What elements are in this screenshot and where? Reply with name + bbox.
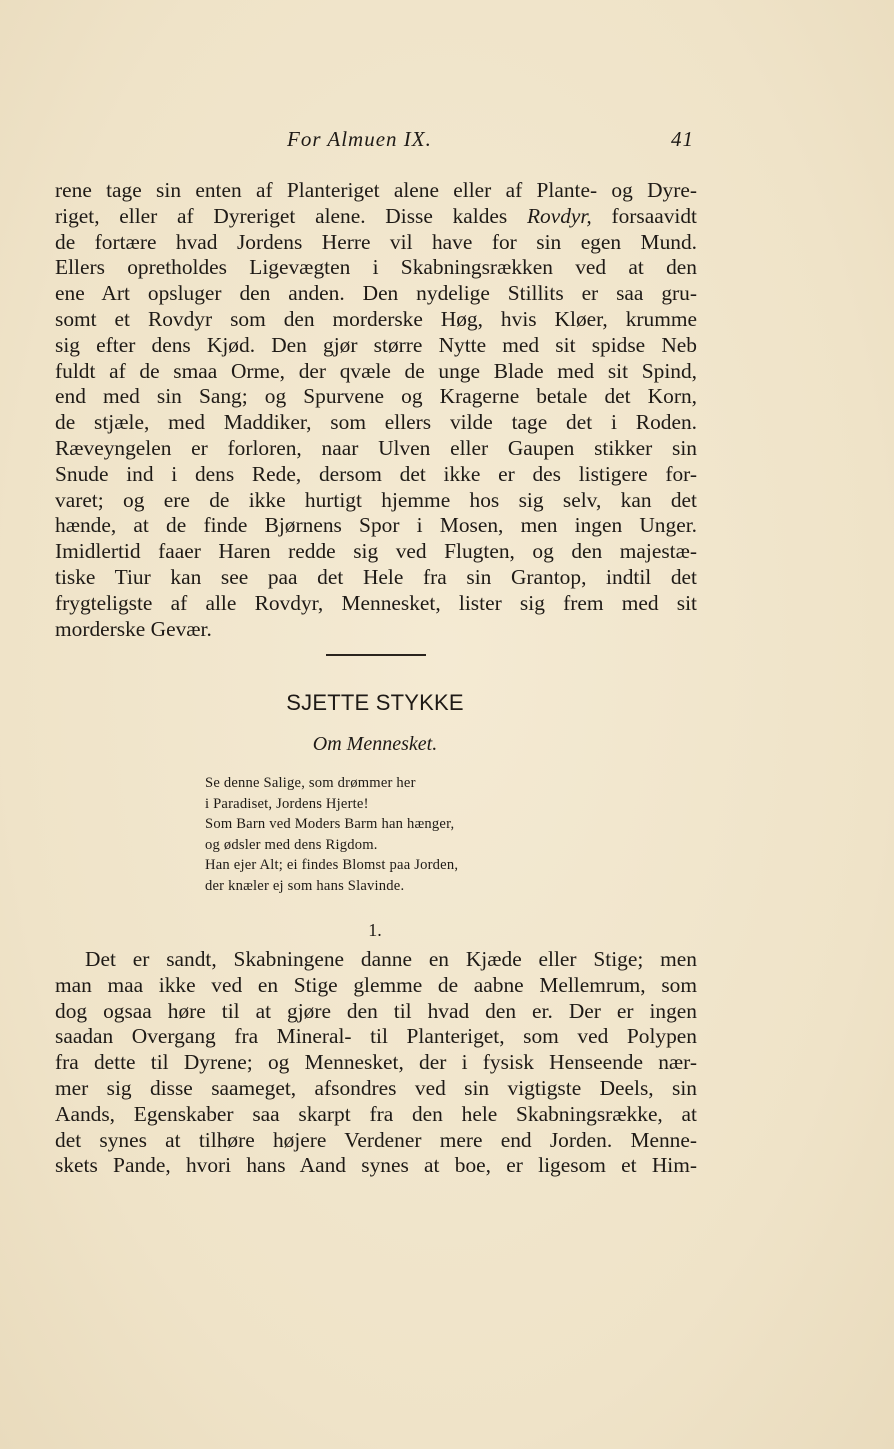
text-line-start: riget, eller af Dyreriget alene. Disse kaldes Rovdyr, forsaavidt	[55, 203, 697, 228]
text-line: frygteligste af alle Rovdyr, Mennesket, lister sig frem med sit	[55, 590, 697, 615]
text-line: de stjæle, med Maddiker, som ellers vilde tage det i Roden.	[55, 410, 697, 435]
text-line: skets Pande, hvori hans Aand synes at boe, er ligesom et Him-	[55, 1153, 697, 1178]
text-line: Det er sandt, Skabningene danne en Kjæde eller Stige; men	[85, 947, 697, 971]
text-line: det synes at tilhøre højere Verdener mere end Jorden. Menne-	[55, 1127, 697, 1152]
text-line: man maa ikke ved en Stige glemme de aabne Mellemrum, som	[55, 972, 697, 997]
verse-line: og ødsler med dens Rigdom.	[205, 836, 378, 853]
text-line: sig efter dens Kjød. Den gjør større Nytte med sit spidse Neb	[55, 332, 697, 357]
running-title: For Almuen IX.	[287, 127, 432, 151]
text-line: Ræveyngelen er forloren, naar Ulven eller Gaupen stikker sin	[55, 435, 697, 460]
paragraph-continued	[55, 178, 697, 642]
text-line: Aands, Egenskaber saa skarpt fra den hele Skabningsrække, at	[55, 1101, 697, 1126]
verse-line: Som Barn ved Moders Barm han hænger,	[205, 816, 455, 833]
text-line: Ellers opretholdes Ligevægten i Skabningsrækken ved at den	[55, 255, 697, 280]
text-line: fra dette til Dyrene; og Mennesket, der i fysisk Henseende nær-	[55, 1050, 697, 1075]
text-line: mer sig disse saameget, afsondres ved sin vigtigste Deels, sin	[55, 1075, 697, 1100]
chapter-title: SJETTE STYKKE	[286, 690, 464, 715]
emphasis: Rovdyr,	[526, 203, 592, 228]
section-divider	[326, 654, 426, 656]
text-line: morderske Gevær.	[55, 616, 212, 641]
text-line: somt et Rovdyr som den morderske Høg, hvis Kløer, krumme	[55, 306, 697, 331]
text-line: ene Art opsluger den anden. Den nydelige Stillits er saa gru-	[55, 281, 697, 306]
page-number: 41	[671, 127, 694, 151]
text-line: saadan Overgang fra Mineral- til Planteriget, som ved Polypen	[55, 1024, 697, 1049]
text-line: end med sin Sang; og Spurvene og Kragerne betale det Korn,	[55, 384, 697, 409]
text-line: hænde, at de finde Bjørnens Spor i Mosen, men ingen Unger.	[55, 513, 697, 538]
text-line: tiske Tiur kan see paa det Hele fra sin Grantop, indtil det	[55, 564, 697, 589]
text-line: Imidlertid faaer Haren redde sig ved Flugten, og den majestæ-	[55, 539, 697, 564]
epigraph-verse	[205, 773, 585, 897]
text-line: varet; og ere de ikke hurtigt hjemme hos sig selv, kan det	[55, 487, 697, 512]
text-line: rene tage sin enten af Planteriget alene eller af Plante- og Dyre-	[55, 178, 697, 202]
chapter-subtitle: Om Mennesket.	[312, 733, 438, 755]
paragraph-section-1	[55, 947, 697, 1179]
verse-line: Han ejer Alt; ei findes Blomst paa Jorden,	[205, 857, 459, 874]
text-line	[55, 204, 697, 230]
running-head	[55, 127, 697, 157]
text-line: dog ogsaa høre til at gjøre den til hvad den er. Der er ingen	[55, 998, 697, 1023]
text-line: Snude ind i dens Rede, dersom det ikke er des listigere for-	[55, 461, 697, 486]
verse-line: i Paradiset, Jordens Hjerte!	[205, 795, 369, 812]
section-number: 1.	[368, 920, 382, 940]
verse-line: Se denne Salige, som drømmer her	[205, 775, 416, 791]
text-line: de fortære hvad Jordens Herre vil have for sin egen Mund.	[55, 229, 697, 254]
verse-line: der knæler ej som hans Slavinde.	[205, 877, 405, 894]
text-line: fuldt af de smaa Orme, der qvæle de unge Blade med sit Spind,	[55, 358, 697, 383]
